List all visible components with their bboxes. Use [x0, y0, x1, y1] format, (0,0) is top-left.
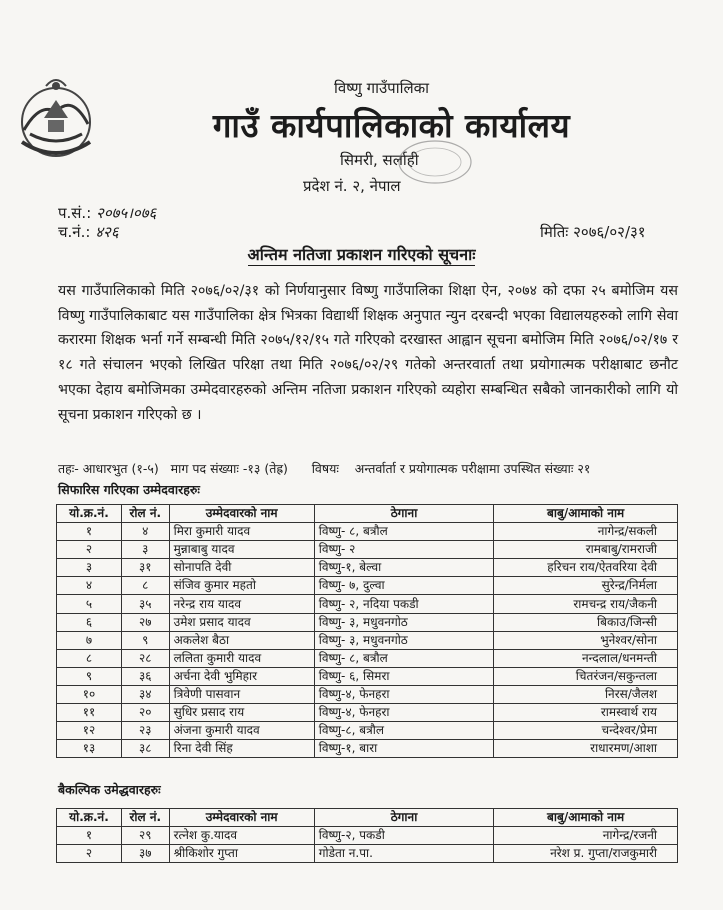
parents-cell: भुनेश्वर/सोना — [494, 631, 678, 649]
chn-value: ४२६ — [95, 223, 119, 241]
table-row — [57, 704, 678, 722]
roll-cell: ३१ — [121, 559, 169, 577]
recommended-table — [56, 504, 678, 758]
roll-cell: २० — [121, 704, 169, 722]
alternate-table — [56, 808, 678, 863]
name-cell: मिरा कुमारी यादव — [169, 523, 314, 541]
serial-cell: १ — [57, 523, 122, 541]
serial-cell: १३ — [57, 740, 122, 758]
name-cell: ललिता कुमारी यादव — [169, 649, 314, 667]
chn-label: च.नं.: — [58, 223, 91, 241]
address-cell: विष्णु-१, बेल्वा — [314, 559, 494, 577]
serial-cell: ११ — [57, 704, 122, 722]
attended-text: अन्तर्वार्ता र प्रयोगात्मक परीक्षामा उपस्थित संख्याः २१ — [354, 461, 591, 476]
serial-cell: ३ — [57, 559, 122, 577]
table-row — [57, 649, 678, 667]
name-cell: अकलेश बैठा — [169, 631, 314, 649]
serial-cell: १० — [57, 685, 122, 703]
table-row — [57, 595, 678, 613]
subject-label: विषयः — [311, 461, 339, 476]
position-meta — [58, 460, 590, 477]
roll-cell: ९ — [121, 631, 169, 649]
parents-cell: नागेन्द्र/सकली — [494, 523, 678, 541]
col-serial: यो.क्र.नं. — [57, 809, 122, 827]
table-row — [57, 541, 678, 559]
roll-cell: ३४ — [121, 685, 169, 703]
serial-cell: ६ — [57, 613, 122, 631]
name-cell: मुन्नाबाबु यादव — [169, 541, 314, 559]
col-parents: बाबु/आमाको नाम — [494, 809, 678, 827]
parents-cell: हरिचन राय/ऐतवरिया देवी — [494, 559, 678, 577]
roll-cell: २९ — [121, 827, 169, 845]
address-cell: विष्णु- ८, बत्रौल — [314, 649, 494, 667]
col-name: उम्मेदवारको नाम — [169, 505, 314, 523]
table-row — [57, 685, 678, 703]
serial-cell: ४ — [57, 577, 122, 595]
address-cell: विष्णु- २, नदिया पकडी — [314, 595, 494, 613]
name-cell: सोनापति देवी — [169, 559, 314, 577]
name-cell: त्रिवेणी पासवान — [169, 685, 314, 703]
roll-cell: ३८ — [121, 740, 169, 758]
address-cell: विष्णु- ७, दुल्वा — [314, 577, 494, 595]
table-row — [57, 722, 678, 740]
level-text: तहः- आधारभुत (१-५) — [58, 461, 159, 476]
roll-cell: ४ — [121, 523, 169, 541]
name-cell: सुधिर प्रसाद राय — [169, 704, 314, 722]
parents-cell: बिकाउ/जिन्सी — [494, 613, 678, 631]
col-roll: रोल नं. — [121, 505, 169, 523]
address-cell: विष्णु-१, बारा — [314, 740, 494, 758]
col-address: ठेगाना — [314, 505, 494, 523]
parents-cell: चितरंजन/सकुन्तला — [494, 667, 678, 685]
address-cell: विष्णु-८, बत्रौल — [314, 722, 494, 740]
col-roll: रोल नं. — [121, 809, 169, 827]
parents-cell: नागेन्द्र/रजनी — [494, 827, 678, 845]
table-header-row — [57, 809, 678, 827]
address-cell: विष्णु- ३, मधुवनगोठ — [314, 613, 494, 631]
document-date: मितिः २०७६/०२/३१ — [540, 223, 646, 241]
address-cell: विष्णु-२, पकडी — [314, 827, 494, 845]
address-cell: विष्णु- २ — [314, 541, 494, 559]
office-province: प्रदेश नं. २, नेपाल — [303, 177, 401, 195]
col-serial: यो.क्र.नं. — [57, 505, 122, 523]
parents-cell: निरस/जैलश — [494, 685, 678, 703]
roll-cell: २८ — [121, 649, 169, 667]
serial-cell: ९ — [57, 667, 122, 685]
office-title: गाउँ कार्यपालिकाको कार्यालय — [212, 106, 571, 145]
name-cell: संजिव कुमार महतो — [169, 577, 314, 595]
roll-cell: २७ — [121, 613, 169, 631]
name-cell: रत्नेश कु.यादव — [169, 827, 314, 845]
notice-title — [0, 243, 723, 265]
serial-cell: ७ — [57, 631, 122, 649]
address-cell: विष्णु-४, फेनहरा — [314, 685, 494, 703]
table-row — [57, 827, 678, 845]
serial-cell: ८ — [57, 649, 122, 667]
serial-cell: २ — [57, 541, 122, 559]
reference-ps — [58, 203, 156, 223]
roll-cell: ३ — [121, 541, 169, 559]
address-cell: विष्णु- ८, बत्रौल — [314, 523, 494, 541]
address-cell: विष्णु-४, फेनहरा — [314, 704, 494, 722]
roll-cell: २३ — [121, 722, 169, 740]
ps-value: २०७५।०७६ — [96, 204, 157, 222]
roll-cell: ३७ — [121, 845, 169, 863]
address-cell: विष्णु- ६, सिमरा — [314, 667, 494, 685]
name-cell: अर्चना देवी भुमिहार — [169, 667, 314, 685]
office-location: सिमरी, सर्लाही — [340, 151, 419, 169]
notice-body: यस गाउँपालिकाको मिति २०७६/०२/३१ को निर्णयानुसार विष्णु गाउँपालिका शिक्षा ऐन, २०७४ को दफा २५ बमोजिम यस विष्णु गाउँपालिकाबाट यस गाउँपालिका क्षेत्र भित्रका विद्यार्थी शिक्षक अनुपात न्युन दरबन्दी भएका विद्यालयहरुको लागि सेवा करारमा शिक्षक भर्ना गर्ने सम्बन्धी मिति २०७५/१२/१५ गते गरिएको दरखास्त आह्वान सूचना बमोजिम मिति २०७६/०२/१७ र १८ गते संचालन भएको लिखित परिक्षा तथा मिति २०७६/०२/२९ गतेको अन्तरवार्ता तथा प्रयोगात्मक परीक्षाबाट छनौट भएका देहाय बमोजिमका उम्मेदवारहरुको अन्तिम नतिजा प्रकाशन गरिएको व्यहोरा सम्बन्धित सबैको जानकारीको लागि यो सूचना प्रकाशन गरिएको छ । — [58, 283, 678, 423]
col-address: ठेगाना — [314, 809, 494, 827]
parents-cell: राधारमण/आशा — [494, 740, 678, 758]
roll-cell: ३६ — [121, 667, 169, 685]
municipality-name: विष्णु गाउँपालिका — [333, 79, 430, 97]
parents-cell: नन्दलाल/धनमन्ती — [494, 649, 678, 667]
table-row — [57, 613, 678, 631]
serial-cell: १ — [57, 827, 122, 845]
serial-cell: ५ — [57, 595, 122, 613]
parents-cell: रामचन्द्र राय/जैकनी — [494, 595, 678, 613]
serial-cell: १२ — [57, 722, 122, 740]
roll-cell: ३५ — [121, 595, 169, 613]
col-name: उम्मेदवारको नाम — [169, 809, 314, 827]
parents-cell: चन्देश्वर/प्रेमा — [494, 722, 678, 740]
table-row — [57, 523, 678, 541]
alternate-label: बैकल्पिक उमेद्धवारहरुः — [58, 782, 161, 797]
table-row — [57, 740, 678, 758]
notice-title-text: अन्तिम नतिजा प्रकाशन गरिएको सूचनाः — [247, 245, 476, 264]
parents-cell: रामबाबु/रामराजी — [494, 541, 678, 559]
table-row — [57, 845, 678, 863]
address-cell: विष्णु- ३, मधुवनगोठ — [314, 631, 494, 649]
table-row — [57, 577, 678, 595]
table-row — [57, 631, 678, 649]
reference-chn — [58, 222, 119, 242]
name-cell: रिना देवी सिंह — [169, 740, 314, 758]
posts-text: माग पद संख्याः -१३ (तेह्र) — [170, 461, 288, 476]
name-cell: श्रीकिशोर गुप्ता — [169, 845, 314, 863]
name-cell: नरेन्द्र राय यादव — [169, 595, 314, 613]
table-row — [57, 667, 678, 685]
col-parents: बाबु/आमाको नाम — [494, 505, 678, 523]
address-cell: गोडेता न.पा. — [314, 845, 494, 863]
roll-cell: ८ — [121, 577, 169, 595]
table-row — [57, 559, 678, 577]
parents-cell: सुरेन्द्र/निर्मला — [494, 577, 678, 595]
office-stamp — [395, 138, 475, 186]
recommended-label: सिफारिस गरिएका उम्मेदवारहरुः — [58, 482, 200, 497]
table-header-row — [57, 505, 678, 523]
parents-cell: नरेश प्र. गुप्ता/राजकुमारी — [494, 845, 678, 863]
name-cell: उमेश प्रसाद यादव — [169, 613, 314, 631]
name-cell: अंजना कुमारी यादव — [169, 722, 314, 740]
parents-cell: रामस्वार्थ राय — [494, 704, 678, 722]
serial-cell: २ — [57, 845, 122, 863]
ps-label: प.सं.: — [58, 204, 92, 222]
